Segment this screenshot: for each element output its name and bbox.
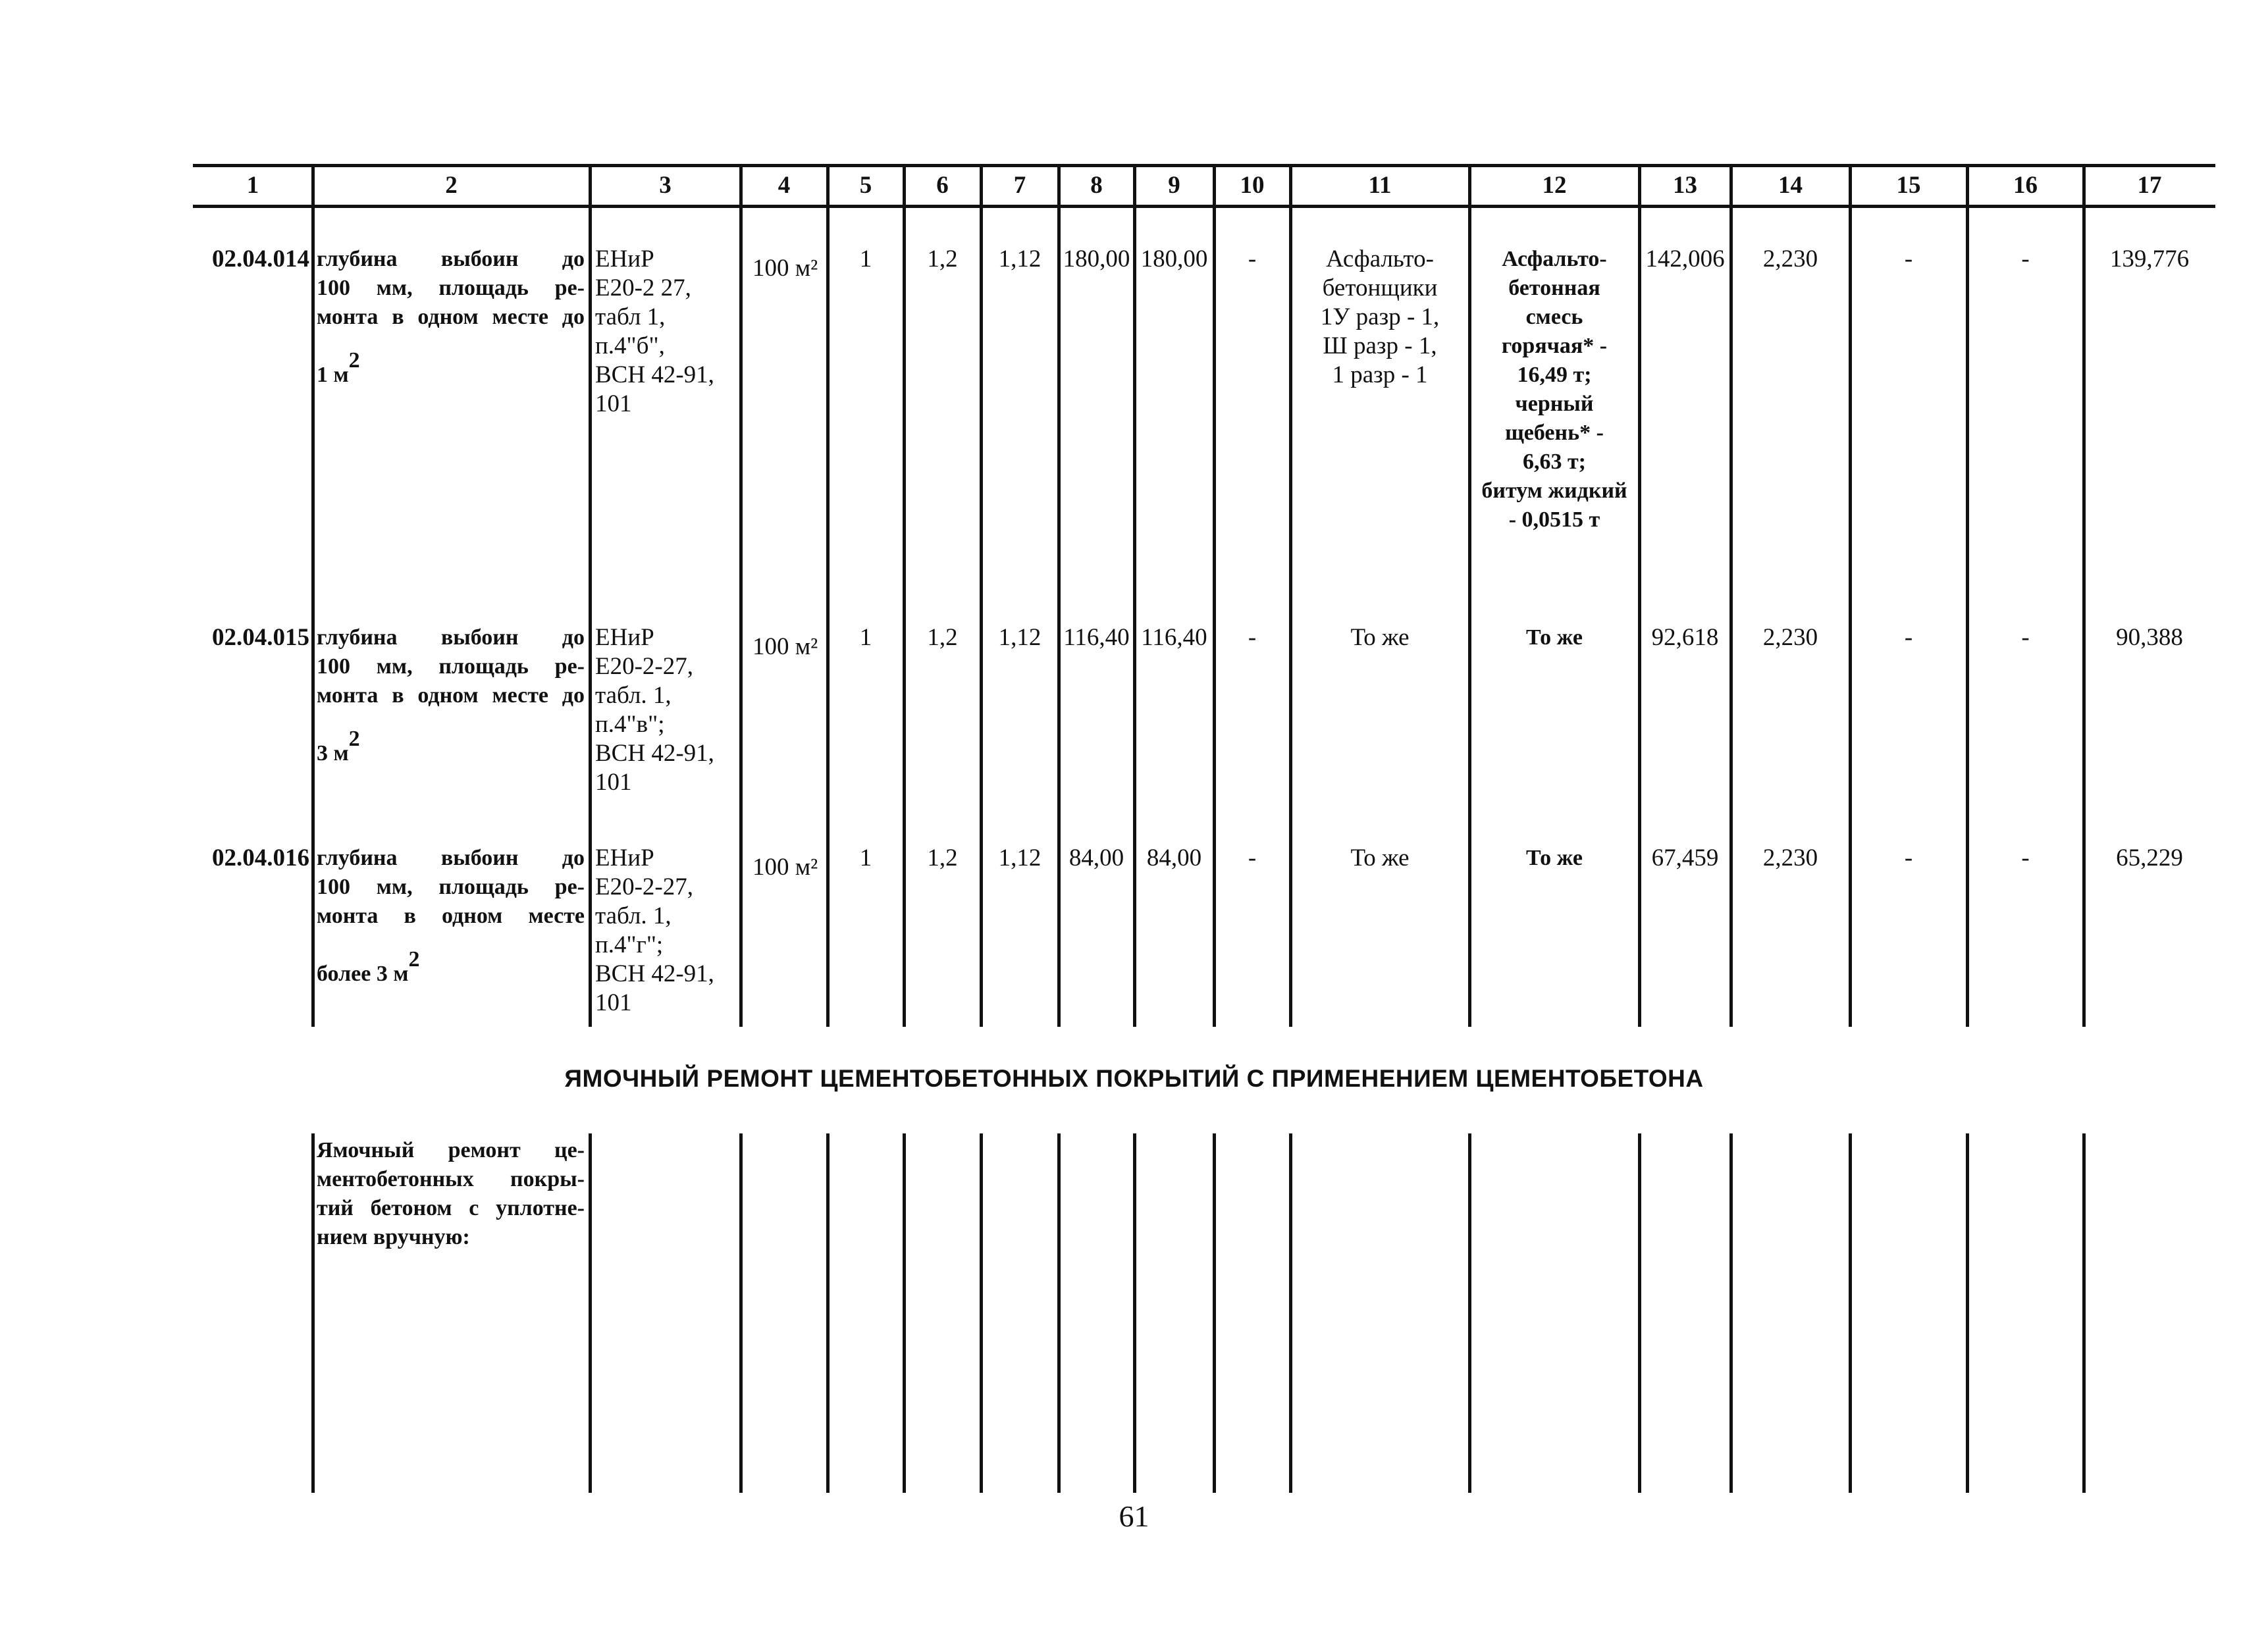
row-workers: Асфальто- бетонщики 1У разр - 1, Ш разр - 1, 1 разр - 1 — [1320, 246, 1440, 388]
horizontal-rule — [193, 164, 2215, 167]
column-rule — [589, 165, 592, 1027]
section-title: ЯМОЧНЫЙ РЕМОНТ ЦЕМЕНТОБЕТОННЫХ ПОКРЫТИЙ С ПРИМЕНЕНИЕМ ЦЕМЕНТОБЕТОНА — [564, 1065, 1704, 1092]
column-rule — [1133, 1133, 1136, 1493]
row-col-9: 116,40 — [1141, 624, 1207, 651]
header-cell: 2 — [445, 172, 458, 199]
row-col-16: - — [2021, 246, 2030, 272]
row-unit: 100 м² — [752, 854, 818, 881]
row-col-9: 84,00 — [1146, 844, 1202, 871]
column-rule — [739, 165, 743, 1027]
row-description-line: 100 мм, площадь ре- — [317, 654, 585, 679]
row-col-13: 67,459 — [1651, 844, 1719, 871]
row-col-8: 116,40 — [1063, 624, 1130, 651]
header-cell: 9 — [1168, 172, 1180, 199]
row-description-area: 3 м2 — [317, 727, 360, 766]
row-workers: То же — [1350, 624, 1410, 651]
row-code: 02.04.014 — [212, 246, 309, 272]
column-rule — [2082, 165, 2086, 1027]
row-materials: То же — [1526, 846, 1583, 870]
row-col-17: 139,776 — [2109, 246, 2190, 272]
header-cell: 4 — [778, 172, 791, 199]
column-rule — [1849, 165, 1852, 1027]
column-rule — [1729, 165, 1733, 1027]
row-col-5: 1 — [859, 844, 872, 871]
row-workers: То же — [1350, 844, 1410, 871]
row-description-line: глубина выбоин до — [317, 625, 585, 650]
row-col-6: 1,2 — [927, 624, 958, 651]
section-description-line: тий бетоном с уплотне- — [317, 1196, 585, 1220]
section-description-line: нием вручную: — [317, 1225, 470, 1249]
column-rule — [980, 165, 983, 1027]
row-description-line: монта в одном месте — [317, 904, 585, 928]
column-rule — [1729, 1133, 1733, 1493]
row-col-7: 1,12 — [998, 624, 1042, 651]
row-unit: 100 м² — [752, 255, 818, 282]
row-col-8: 84,00 — [1068, 844, 1124, 871]
row-col-7: 1,12 — [998, 844, 1042, 871]
header-cell: 15 — [1896, 172, 1921, 199]
column-rule — [1213, 165, 1216, 1027]
row-description-line: 100 мм, площадь ре- — [317, 875, 585, 899]
row-col-10: - — [1248, 844, 1257, 871]
row-description-line: монта в одном месте до — [317, 305, 585, 329]
column-rule — [1213, 1133, 1216, 1493]
row-reference: ЕНиР Е20-2-27, табл. 1, п.4"г"; ВСН 42-91, 101 — [595, 844, 714, 1016]
header-cell: 5 — [859, 172, 872, 199]
column-rule — [1057, 165, 1061, 1027]
row-col-17: 90,388 — [2116, 624, 2183, 651]
section-description-line: ментобетонных покры- — [317, 1167, 585, 1191]
row-col-14: 2,230 — [1762, 844, 1818, 871]
column-rule — [2082, 1133, 2086, 1493]
row-description-line: глубина выбоин до — [317, 846, 585, 870]
row-col-6: 1,2 — [927, 844, 958, 871]
column-rule — [903, 1133, 906, 1493]
superscript: 2 — [348, 727, 360, 751]
row-col-6: 1,2 — [927, 246, 958, 272]
row-col-13: 142,006 — [1645, 246, 1725, 272]
header-cell: 8 — [1090, 172, 1103, 199]
row-description-area: более 3 м2 — [317, 947, 420, 986]
row-col-9: 180,00 — [1140, 246, 1208, 272]
column-rule — [311, 1133, 315, 1493]
row-col-15: - — [1904, 246, 1913, 272]
row-col-5: 1 — [859, 246, 872, 272]
column-rule — [1966, 165, 1969, 1027]
row-col-16: - — [2021, 844, 2030, 871]
column-rule — [739, 1133, 743, 1493]
column-rule — [903, 165, 906, 1027]
row-col-7: 1,12 — [998, 246, 1042, 272]
row-col-10: - — [1248, 246, 1257, 272]
header-cell: 11 — [1368, 172, 1392, 199]
header-cell: 14 — [1778, 172, 1803, 199]
header-cell: 6 — [936, 172, 949, 199]
column-rule — [1133, 165, 1136, 1027]
row-col-15: - — [1904, 844, 1913, 871]
row-col-15: - — [1904, 624, 1913, 651]
row-description-line: глубина выбоин до — [317, 247, 585, 271]
row-col-13: 92,618 — [1651, 624, 1719, 651]
column-rule — [1468, 1133, 1471, 1493]
row-col-8: 180,00 — [1063, 246, 1130, 272]
row-col-14: 2,230 — [1762, 624, 1818, 651]
column-rule — [1289, 1133, 1292, 1493]
header-cell: 3 — [659, 172, 672, 199]
row-col-17: 65,229 — [2116, 844, 2183, 871]
header-cell: 10 — [1240, 172, 1265, 199]
header-cell: 12 — [1542, 172, 1567, 199]
row-col-10: - — [1248, 624, 1257, 651]
row-materials: Асфальто- бетонная смесь горячая* - 16,49 т; черный щебень* - 6,63 т; битум жидкий - 0,0515 т — [1481, 247, 1627, 532]
column-rule — [826, 165, 830, 1027]
row-reference: ЕНиР Е20-2-27, табл. 1, п.4"в"; ВСН 42-91, 101 — [595, 624, 714, 796]
superscript: 2 — [348, 348, 360, 373]
page-number: 61 — [1119, 1499, 1149, 1533]
header-cell: 17 — [2137, 172, 2162, 199]
row-description-line: монта в одном месте до — [317, 683, 585, 708]
column-rule — [1057, 1133, 1061, 1493]
column-rule — [1966, 1133, 1969, 1493]
row-code: 02.04.015 — [212, 624, 309, 651]
row-materials: То же — [1526, 625, 1583, 650]
horizontal-rule — [193, 205, 2215, 208]
row-reference: ЕНиР Е20-2 27, табл 1, п.4"б", ВСН 42-91, 101 — [595, 246, 714, 417]
section-description-line: Ямочный ремонт це- — [317, 1138, 585, 1162]
row-col-14: 2,230 — [1762, 246, 1818, 272]
header-cell: 1 — [246, 172, 259, 199]
row-description-area: 1 м2 — [317, 348, 360, 387]
column-rule — [589, 1133, 592, 1493]
row-col-5: 1 — [859, 624, 872, 651]
superscript: 2 — [408, 947, 420, 972]
column-rule — [1849, 1133, 1852, 1493]
row-unit: 100 м² — [752, 633, 818, 660]
header-cell: 7 — [1013, 172, 1026, 199]
column-rule — [980, 1133, 983, 1493]
header-cell: 13 — [1673, 172, 1697, 199]
column-rule — [311, 165, 315, 1027]
column-rule — [1638, 1133, 1641, 1493]
row-description-line: 100 мм, площадь ре- — [317, 276, 585, 300]
row-code: 02.04.016 — [212, 844, 309, 871]
header-cell: 16 — [2013, 172, 2038, 199]
column-rule — [826, 1133, 830, 1493]
row-col-16: - — [2021, 624, 2030, 651]
